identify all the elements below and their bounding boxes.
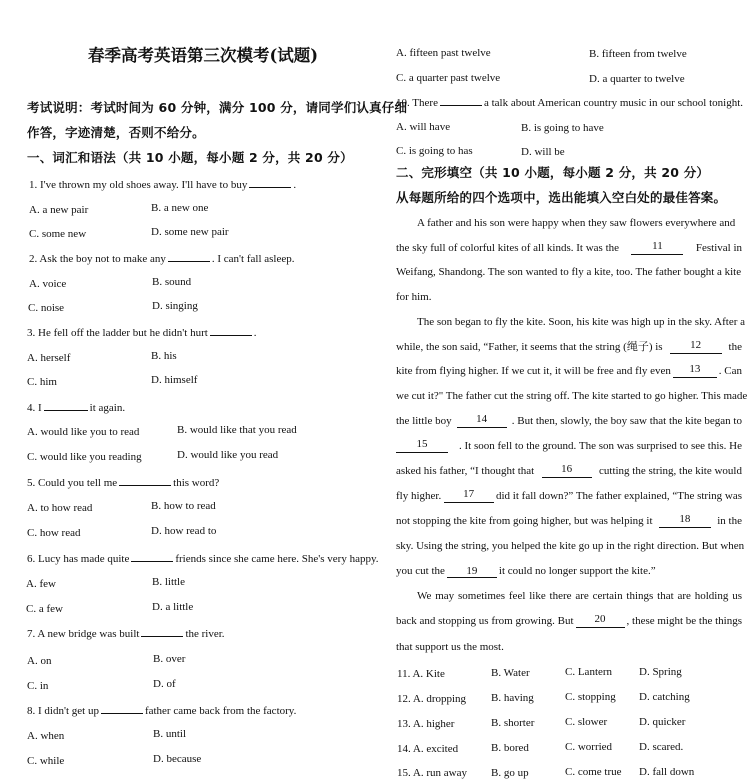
instructions-line-2: 作答，字迹清楚，否则不给分。 [27, 125, 205, 140]
passage-text: in the [717, 515, 742, 527]
passage-text: kite from flying higher. If we cut it, it will be free and fly even [396, 365, 671, 377]
option-4a: A. would like you to read [27, 426, 140, 438]
option-3c: C. him [27, 376, 57, 388]
passage-p2-line-8 [396, 489, 742, 503]
instructions-line-1: 考试说明：考试时间为 60 分钟，满分 100 分，请同学们认真仔细 [27, 100, 408, 115]
option-4b: B. would like that you read [177, 424, 297, 436]
option-5c: C. how read [27, 527, 81, 539]
question-5-stem [27, 475, 219, 490]
cutoff-next-question [27, 776, 122, 781]
option-6c: C. a few [26, 603, 63, 615]
stem-text: 10. There [396, 97, 438, 109]
option-5b: B. how to read [151, 500, 216, 512]
stem-text: 5. Could you tell me [27, 477, 118, 489]
answer-blank-20: 20 [576, 614, 625, 628]
option-3a: A. herself [27, 352, 71, 364]
stem-text: 3. He fell off the ladder but he didn't hurt [27, 327, 208, 339]
option-2a: A. voice [29, 278, 67, 290]
option-10d: D. will be [521, 146, 565, 158]
section-2-heading: 二、完形填空（共 10 小题，每小题 2 分，共 20 分） [396, 165, 710, 180]
option-7a: A. on [27, 655, 52, 667]
stem-text: 1. I've thrown my old shoes away. I'll have to buy [29, 179, 248, 191]
passage-p1-line-3: Weifang, Shandong. The son wanted to fly a kite, too. The father bought a kite [396, 266, 742, 278]
option-3b: B. his [151, 350, 177, 362]
stem-text: 2. Ask the boy not to make any [29, 253, 166, 265]
answer-14-b: B. bored [491, 742, 529, 754]
passage-p2-line-11 [396, 564, 656, 578]
question-10-stem [396, 95, 743, 110]
passage-text: the sky full of colorful kites of all kinds. It was the [396, 242, 620, 254]
answer-14-c: C. worried [565, 741, 613, 753]
option-8a: A. when [27, 730, 65, 742]
option-8d: D. because [153, 753, 202, 765]
answer-12-a: 12. A. dropping [397, 693, 467, 705]
answer-13-b: B. shorter [491, 717, 535, 729]
passage-p2-line-2 [396, 340, 742, 354]
passage-text: while, the son said, “Father, it seems that the string (绳子) is [396, 341, 663, 353]
question-1-stem [29, 177, 296, 192]
stem-text: 8. I didn't get up [27, 705, 99, 717]
answer-15-c: C. come true [565, 766, 622, 778]
passage-p1-line-4: for him. [396, 291, 432, 303]
stem-text: the river. [185, 628, 225, 640]
passage-p1-line-2 [396, 241, 742, 255]
passage-p2-line-10: sky. Using the string, you helped the kite go up in the right direction. But when [396, 540, 745, 552]
answer-15-b: B. go up [491, 767, 529, 779]
answer-blank-16: 16 [542, 464, 592, 478]
passage-text: . Can [718, 365, 742, 377]
passage-p3-line-2 [396, 614, 742, 628]
stem-text: 4. I [27, 402, 42, 414]
option-2b: B. sound [152, 276, 192, 288]
answer-blank-15: 15 [396, 439, 448, 453]
answer-blank-14: 14 [457, 414, 507, 428]
option-2c: C. noise [28, 302, 65, 314]
option-6a: A. few [26, 578, 56, 590]
answer-13-a: 13. A. higher [397, 718, 455, 730]
answer-13-c: C. slower [565, 716, 608, 728]
answer-blank [440, 95, 482, 106]
passage-text: did it fall down?” The father explained, “The string was [496, 490, 742, 502]
question-6-stem [27, 551, 379, 566]
answer-13-d: D. quicker [639, 716, 686, 728]
answer-blank-18: 18 [659, 514, 711, 528]
answer-blank [131, 551, 173, 562]
stem-text: a talk about American country music in our school tonight. [483, 97, 744, 109]
option-4d: D. would like you read [177, 449, 279, 461]
answer-12-d: D. catching [639, 691, 690, 703]
option-9a: A. fifteen past twelve [396, 47, 491, 59]
option-1b: B. a new one [151, 202, 209, 214]
answer-12-c: C. stopping [565, 691, 616, 703]
option-8b: B. until [153, 728, 187, 740]
stem-text: it again. [89, 402, 126, 414]
passage-text: back and stopping us from growing. But [396, 615, 574, 627]
passage-text: cutting the string, the kite would [599, 465, 742, 477]
passage-text: the [728, 341, 742, 353]
passage-text: , these might be the things [626, 615, 742, 627]
option-9d: D. a quarter to twelve [589, 73, 685, 85]
option-1c: C. some new [29, 228, 87, 240]
answer-blank [210, 325, 252, 336]
passage-p2-line-1: The son began to fly the kite. Soon, his kite was high up in the sky. After a [417, 316, 746, 328]
answer-blank [44, 400, 88, 411]
answer-15-a: 15. A. run away [397, 767, 467, 779]
passage-p3-line-1: We may sometimes feel like there are certain things that are holding us [417, 590, 742, 602]
option-4c: C. would like you reading [27, 451, 142, 463]
section-2-subheading: 从每题所给的四个选项中，选出能填入空白处的最佳答案。 [396, 190, 727, 205]
passage-text: fly higher. [396, 490, 442, 502]
option-6d: D. a little [152, 601, 194, 613]
option-7c: C. in [27, 680, 49, 692]
stem-text: . [253, 327, 257, 339]
passage-p2-line-9 [396, 514, 742, 528]
option-9b: B. fifteen from twelve [589, 48, 687, 60]
answer-14-d: D. scared. [639, 741, 684, 753]
option-7b: B. over [153, 653, 186, 665]
stem-text: father came back from the factory. [144, 705, 297, 717]
option-3d: D. himself [151, 374, 198, 386]
stem-text: . [293, 179, 297, 191]
option-1a: A. a new pair [29, 204, 89, 216]
option-10b: B. is going to have [521, 122, 604, 134]
question-4-stem [27, 400, 125, 415]
answer-blank-12: 12 [670, 340, 722, 354]
answer-11-c: C. Lantern [565, 666, 613, 678]
passage-text: not stopping the kite from going higher, but was helping it [396, 515, 653, 527]
answer-11-a: 11. A. Kite [397, 668, 445, 680]
passage-p1-line-1: A father and his son were happy when they saw flowers everywhere and [417, 217, 736, 229]
option-10c: C. is going to has [396, 145, 473, 157]
option-8c: C. while [27, 755, 65, 767]
question-3-stem [27, 325, 257, 340]
option-9c: C. a quarter past twelve [396, 72, 501, 84]
answer-blank [249, 177, 291, 188]
answer-11-b: B. Water [491, 667, 530, 679]
answer-12-b: B. having [491, 692, 534, 704]
answer-14-a: 14. A. excited [397, 743, 459, 755]
passage-text: it could no longer support the kite.” [498, 565, 656, 577]
answer-blank-13: 13 [673, 364, 717, 378]
option-10a: A. will have [396, 121, 451, 133]
passage-text: you cut the [396, 565, 445, 577]
passage-text: Festival in [695, 242, 742, 254]
passage-p2-line-3 [396, 364, 742, 378]
option-2d: D. singing [152, 300, 198, 312]
option-6b: B. little [152, 576, 185, 588]
option-7d: D. of [153, 678, 176, 690]
answer-blank-19: 19 [447, 566, 497, 578]
option-5d: D. how read to [151, 525, 217, 537]
passage-p3-line-3: that support us the most. [396, 641, 504, 653]
answer-blank-17: 17 [444, 489, 494, 503]
answer-15-d: D. fall down [639, 766, 695, 778]
stem-text: . I can't fall asleep. [211, 253, 295, 265]
passage-p2-line-6 [396, 439, 742, 453]
option-1d: D. some new pair [151, 226, 229, 238]
answer-blank-11: 11 [631, 241, 683, 255]
section-1-heading: 一、词汇和语法（共 10 小题，每小题 2 分，共 20 分） [27, 150, 353, 165]
answer-blank [101, 703, 143, 714]
passage-text: . It soon fell to the ground. The son was surprised to see this. He [458, 440, 742, 452]
answer-blank [119, 475, 171, 486]
answer-blank [168, 251, 210, 262]
page-title: 春季高考英语第三次模考(试题) [88, 46, 319, 65]
passage-text: asked his father, “I thought that [396, 465, 535, 477]
passage-text: . But then, slowly, the boy saw that the kite began to [511, 415, 742, 427]
option-5a: A. to how read [27, 502, 93, 514]
passage-p2-line-7 [396, 464, 742, 478]
question-8-stem [27, 703, 296, 718]
question-7-stem [27, 626, 225, 641]
stem-text: friends since she came here. She's very happy. [175, 553, 379, 565]
passage-p2-line-4: we cut it?" The father cut the string off. The kite started to go higher. This made [396, 390, 748, 402]
passage-p2-line-5 [396, 414, 742, 428]
question-2-stem [29, 251, 294, 266]
stem-text: this word? [173, 477, 220, 489]
answer-11-d: D. Spring [639, 666, 682, 678]
answer-blank [141, 626, 183, 637]
passage-text: the little boy [396, 415, 452, 427]
stem-text: 7. A new bridge was built [27, 628, 140, 640]
stem-text: 6. Lucy has made quite [27, 553, 130, 565]
